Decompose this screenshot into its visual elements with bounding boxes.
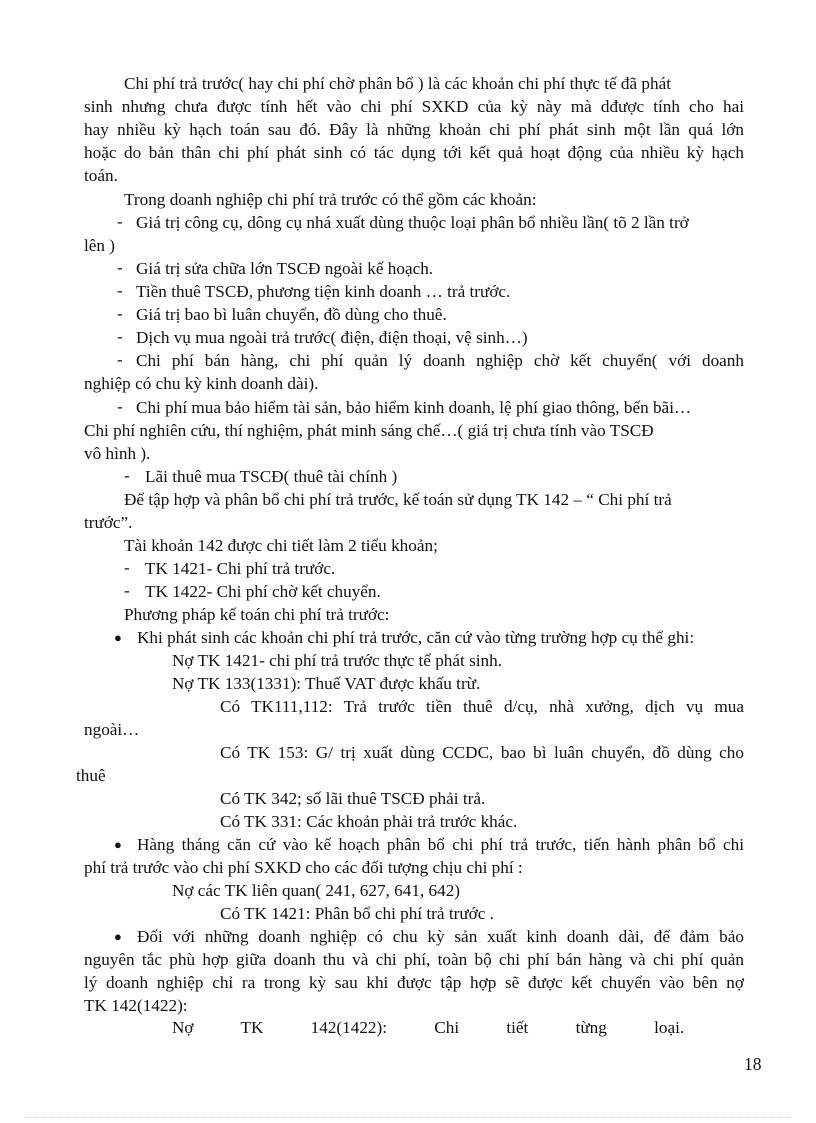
journal-entry: Có TK 342; số lãi thuê TSCĐ phải trả.: [220, 789, 486, 808]
list-item: Chi phí bán hàng, chi phí quản lý doanh nghiệp chờ kết chuyển( với doanh: [136, 351, 744, 370]
list-item-continuation: lý doanh nghiệp chỉ ra trong kỳ sau khi được tập hợp sẽ được kết chuyển vào bên nợ: [84, 973, 744, 992]
list-dash: -: [124, 558, 130, 577]
paragraph-line: vô hình ).: [84, 444, 151, 463]
paragraph-line: Chi phí nghiên cứu, thí nghiệm, phát minh sáng chế…( giá trị chưa tính vào TSCĐ: [84, 421, 654, 440]
list-item: Khi phát sinh các khoản chi phí trả trước, căn cứ vào từng trường hợp cụ thể ghi:: [137, 628, 695, 647]
journal-entry: Có TK111,112: Trả trước tiền thuê d/cụ, nhà xưởng, dịch vụ mua: [220, 697, 744, 716]
list-item: Đối với những doanh nghiệp có chu kỳ sản xuất kinh doanh dài, để đảm bảo: [137, 927, 744, 946]
list-dash: -: [117, 304, 123, 323]
list-item: Giá trị công cụ, dông cụ nhá xuất dùng thuộc loại phân bổ nhiều lần( tõ 2 lần trở: [136, 213, 689, 232]
list-item: Lãi thuê mua TSCĐ( thuê tài chính ): [145, 467, 398, 486]
list-dash: -: [117, 350, 123, 369]
journal-entry-continuation: thuê: [76, 766, 106, 785]
paragraph-line: Trong doanh nghiệp chi phí trả trước có thể gồm các khoản:: [124, 190, 537, 209]
paragraph-line: Để tập hợp và phân bổ chi phí trả trước, kế toán sử dụng TK 142 – “ Chi phí trả: [124, 490, 672, 509]
list-item-continuation: nghiệp có chu kỳ kinh doanh dài).: [84, 374, 319, 393]
list-dash: -: [117, 258, 123, 277]
list-item-continuation: phí trả trước vào chi phí SXKD cho các đối tượng chịu chi phí :: [84, 858, 523, 877]
list-bullet: ●: [114, 837, 122, 852]
list-dash: -: [124, 581, 130, 600]
list-dash: -: [117, 281, 123, 300]
list-item-continuation: nguyên tắc phù hợp giữa doanh thu và chi phí, toàn bộ chi phí bán hàng và chi phí quản: [84, 950, 744, 969]
paragraph-line: sinh nhưng chưa được tính hết vào chi phí SXKD của kỳ này mà dđược tính cho hai: [84, 97, 744, 116]
paragraph-line: hay nhiều kỳ hạch toán sau đó. Đây là những khoản chi phí phát sinh một lần quá lớn: [84, 120, 744, 139]
list-dash: -: [124, 466, 130, 485]
journal-entry: Nợ TK 133(1331): Thuế VAT được khấu trừ.: [172, 674, 481, 693]
paragraph-line: Chi phí trả trước( hay chi phí chờ phân bổ ) là các khoản chi phí thực tế đã phát: [124, 74, 672, 93]
journal-entry-continuation: ngoài…: [84, 720, 140, 739]
list-bullet: ●: [114, 630, 122, 645]
journal-entry: Có TK 153: G/ trị xuất dùng CCDC, bao bì luân chuyển, đồ dùng cho: [220, 743, 744, 762]
paragraph-line: Tài khoản 142 được chi tiết làm 2 tiểu khoản;: [124, 536, 438, 555]
journal-entry: Nợ TK 1421- chi phí trả trước thực tế phát sinh.: [172, 651, 503, 670]
list-item: Chi phí mua bảo hiểm tài sản, bảo hiểm kinh doanh, lệ phí giao thông, bến bãi…: [136, 398, 692, 417]
list-item: Hàng tháng căn cứ vào kế hoạch phân bổ chi phí trả trước, tiến hành phân bổ chi: [137, 835, 744, 854]
paragraph-line: trước”.: [84, 513, 133, 532]
list-item: TK 1422- Chi phí chờ kết chuyển.: [145, 582, 381, 601]
list-dash: -: [117, 327, 123, 346]
journal-entry: Có TK 1421: Phân bổ chi phí trả trước .: [220, 904, 494, 923]
list-bullet: ●: [114, 929, 122, 944]
journal-entry: Nợ TK 142(1422): Chi tiết từng loại.: [172, 1018, 685, 1037]
list-item: Giá trị bao bì luân chuyển, đồ dùng cho thuê.: [136, 305, 447, 324]
journal-entry: Nợ các TK liên quan( 241, 627, 641, 642): [172, 881, 461, 900]
paragraph-line: Phương pháp kế toán chi phí trả trước:: [124, 605, 390, 624]
paragraph-line: hoặc do bản thân chi phí phát sinh có tác dụng tới kết quả hoạt động của nhiều kỳ hạch: [84, 143, 744, 162]
list-item-continuation: TK 142(1422):: [84, 996, 188, 1015]
list-item: Dịch vụ mua ngoài trả trước( điện, điện thoại, vệ sinh…): [136, 328, 528, 347]
list-item: Tiền thuê TSCĐ, phương tiện kinh doanh … trả trước.: [136, 282, 511, 301]
list-dash: -: [117, 212, 123, 231]
paragraph-line: toán.: [84, 166, 118, 185]
list-item-continuation: lên ): [84, 236, 116, 255]
page-number: 18: [744, 1054, 762, 1074]
list-item: TK 1421- Chi phí trả trước.: [145, 559, 336, 578]
footer-divider: [24, 1117, 792, 1118]
list-dash: -: [117, 397, 123, 416]
list-item: Giá trị sửa chữa lớn TSCĐ ngoài kế hoạch.: [136, 259, 434, 278]
journal-entry: Có TK 331: Các khoản phải trả trước khác.: [220, 812, 518, 831]
